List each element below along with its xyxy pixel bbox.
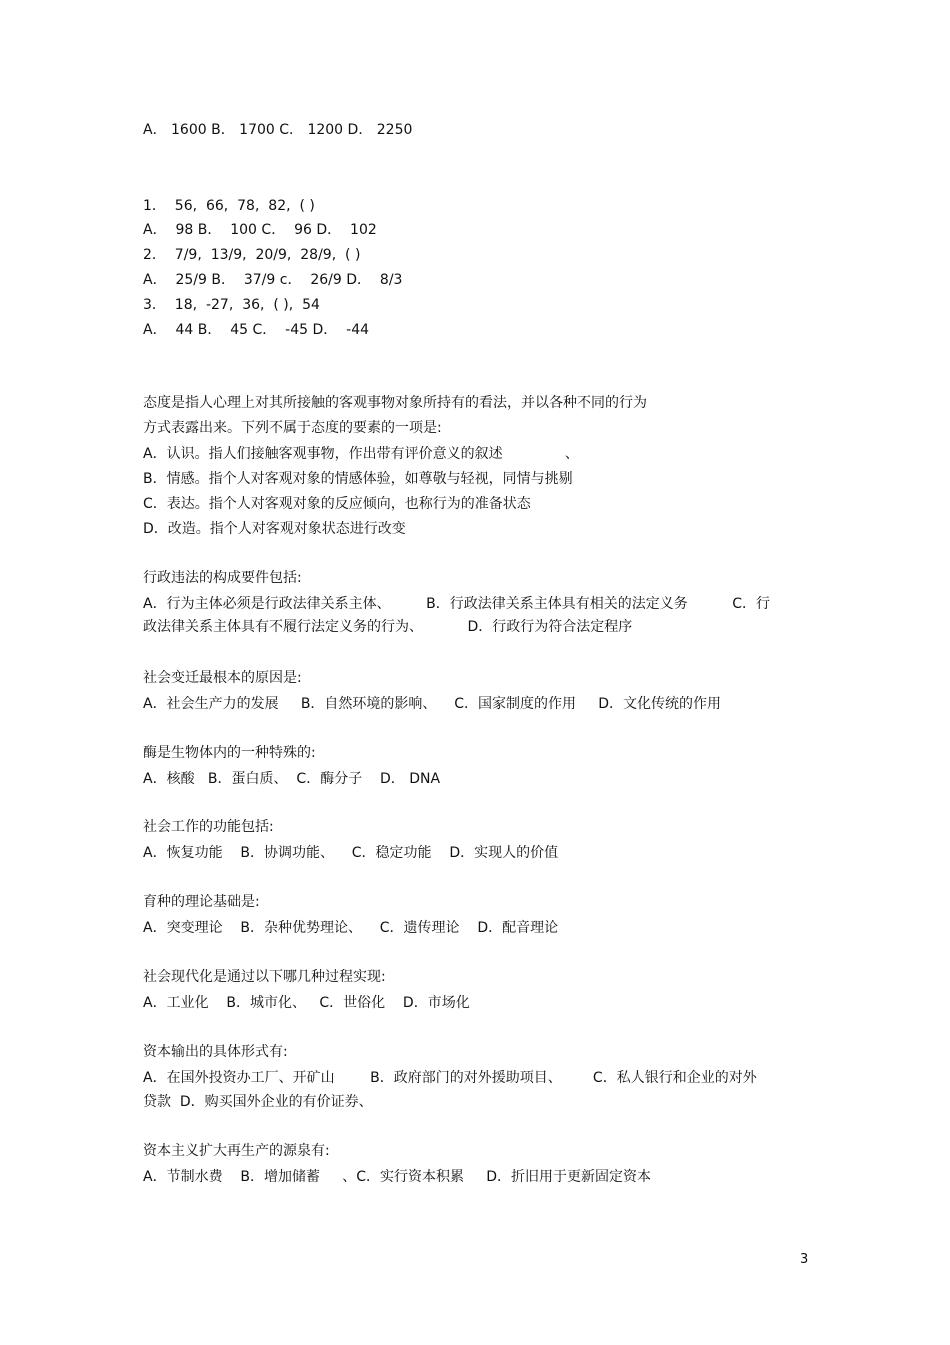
answer-options-line: A．认识。指人们接触客观事物，作出带有评价意义的叙述 、 <box>143 446 579 462</box>
question-line: 社会变迁最根本的原因是: <box>143 670 302 686</box>
question-line: 社会工作的功能包括: <box>143 819 274 835</box>
answer-options-line: 贷款 D．购买国外企业的有价证券、 <box>143 1094 373 1110</box>
answer-options-line: A． 44 B． 45 C． -45 D． -44 <box>143 322 370 338</box>
question-line: 2． 7/9, 13/9, 20/9, 28/9, ( ) <box>143 247 361 263</box>
answer-options-line: A． 1600 B． 1700 C． 1200 D． 2250 <box>143 122 413 138</box>
question-line: 育种的理论基础是: <box>143 894 260 910</box>
question-line: 行政违法的构成要件包括: <box>143 570 302 586</box>
answer-options-line: A．在国外投资办工厂、开矿山 B．政府部门的对外援助项目、 C．私人银行和企业的对外 <box>143 1070 757 1086</box>
page-number: 3 <box>800 1252 809 1267</box>
answer-options-line: B．情感。指个人对客观对象的情感体验，如尊敬与轻视，同情与挑剔 <box>143 471 573 487</box>
answer-options-line: A．恢复功能 B．协调功能、 C．稳定功能 D．实现人的价值 <box>143 845 559 861</box>
answer-options-line: C．表达。指个人对客观对象的反应倾向，也称行为的准备状态 <box>143 496 531 512</box>
question-line: 酶是生物体内的一种特殊的: <box>143 745 316 761</box>
answer-options-line: A．突变理论 B．杂种优势理论、 C．遗传理论 D．配音理论 <box>143 920 559 936</box>
question-line: 方式表露出来。下列不属于态度的要素的一项是: <box>143 420 442 436</box>
question-line: 资本主义扩大再生产的源泉有: <box>143 1143 330 1159</box>
question-line: 1． 56, 66, 78, 82, ( ) <box>143 198 315 214</box>
answer-options-line: A．行为主体必须是行政法律关系主体、 B．行政法律关系主体具有相关的法定义务 C．行 <box>143 596 771 612</box>
answer-options-line: D．改造。指个人对客观对象状态进行改变 <box>143 521 406 537</box>
answer-options-line: A． 25/9 B． 37/9 c． 26/9 D． 8/3 <box>143 272 403 288</box>
question-line: 态度是指人心理上对其所接触的客观事物对象所持有的看法，并以各种不同的行为 <box>143 395 647 411</box>
answer-options-line: A．核酸 B．蛋白质、 C．酶分子 D． DNA <box>143 771 441 787</box>
answer-options-line: A．社会生产力的发展 B．自然环境的影响、 C．国家制度的作用 D．文化传统的作用 <box>143 696 722 712</box>
answer-options-line: A．工业化 B．城市化、 C．世俗化 D．市场化 <box>143 995 470 1011</box>
answer-options-line: A．节制水费 B．增加储蓄 、C．实行资本积累 D．折旧用于更新固定资本 <box>143 1169 652 1185</box>
question-line: 社会现代化是通过以下哪几种过程实现: <box>143 969 386 985</box>
question-line: 3． 18, -27, 36, ( ), 54 <box>143 297 320 313</box>
answer-options-line: 政法律关系主体具有不履行法定义务的行为、 D．行政行为符合法定程序 <box>143 619 633 635</box>
answer-options-line: A． 98 B． 100 C． 96 D． 102 <box>143 222 377 238</box>
question-line: 资本输出的具体形式有: <box>143 1044 288 1060</box>
